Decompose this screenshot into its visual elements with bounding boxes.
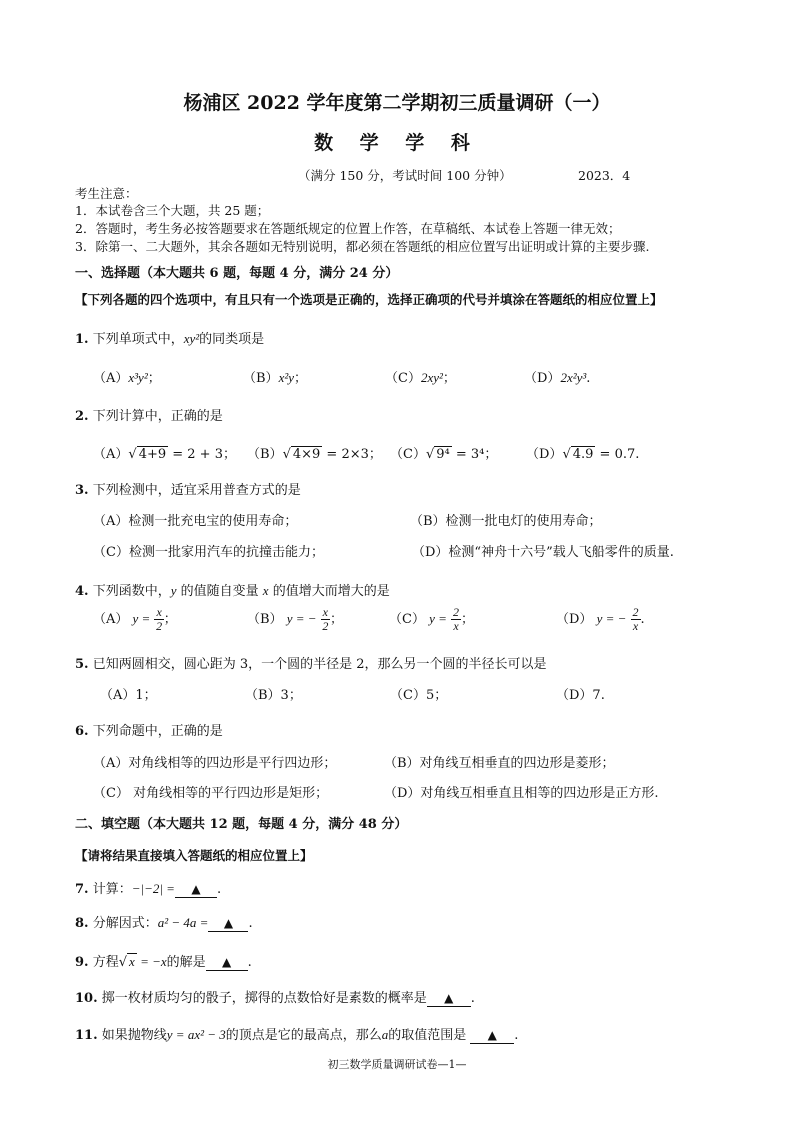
- notice-item: 3．除第一、二大题外，其余各题如无特别说明，都必须在答题纸的相应位置写出证明或计算的主要步骤.: [75, 239, 650, 254]
- option-d: （D）7.: [556, 688, 605, 703]
- question-number: 4.: [75, 584, 89, 599]
- option-a: （A）对角线相等的四边形是平行四边形；: [93, 756, 337, 771]
- notice-heading: 考生注意：: [75, 186, 138, 201]
- question-number: 3.: [75, 483, 89, 498]
- triangle-icon: ▲: [444, 991, 454, 1005]
- option-a: （A）x³y²；: [93, 370, 161, 386]
- option-d: （D）2x²y³.: [524, 370, 591, 386]
- question-4-stem: 4. 下列函数中，y 的值随自变量 x 的值增大而增大的是: [75, 583, 390, 599]
- question-number: 6.: [75, 724, 89, 739]
- triangle-icon: ▲: [487, 1028, 497, 1042]
- question-number: 1.: [75, 332, 89, 347]
- radical-sign-icon: √: [425, 447, 435, 462]
- answer-blank: [427, 991, 471, 1007]
- section-instruction: 【请将结果直接填入答题纸的相应位置上】: [75, 848, 313, 863]
- option-c: （C）检测一批家用汽车的抗撞击能力；: [93, 545, 324, 560]
- option-b: （B）3；: [245, 688, 302, 703]
- option-a: （A） y = $\frac{x}{2}$ ；: [93, 605, 177, 633]
- exam-info: （满分 150 分，考试时间 100 分钟）: [298, 168, 512, 183]
- option-b: （B）x²y；: [243, 370, 308, 386]
- notice-item: 1．本试卷含三个大题，共 25 题；: [75, 203, 270, 218]
- option-b: （B） y = − $\frac{x}{2}$ ；: [247, 605, 344, 633]
- question-number: 11.: [75, 1028, 98, 1043]
- triangle-icon: ▲: [223, 916, 234, 930]
- question-10: 10. 掷一枚材质均匀的骰子，掷得的点数恰好是素数的概率是 ▲ .: [75, 991, 475, 1006]
- option-c: （C）2xy²；: [385, 370, 456, 386]
- option-c: （C） 对角线相等的平行四边形是矩形；: [93, 786, 329, 801]
- question-number: 2.: [75, 409, 89, 424]
- exam-date: 2023．4: [578, 168, 631, 183]
- question-number: 9.: [75, 955, 89, 970]
- question-number: 8.: [75, 916, 89, 931]
- radical-sign-icon: √: [562, 447, 571, 462]
- answer-blank: [208, 916, 248, 932]
- answer-blank: [175, 882, 217, 898]
- option-d: （D）对角线互相垂直且相等的四边形是正方形.: [384, 786, 659, 801]
- radical-sign-icon: √: [118, 955, 128, 970]
- section-instruction: 【下列各题的四个选项中，有且只有一个选项是正确的，选择正确项的代号并填涂在答题纸的相应位置上】: [75, 292, 663, 307]
- option-b: （B）√ 4×9 = 2×3；: [247, 447, 382, 462]
- question-number: 5.: [75, 657, 89, 672]
- option-a: （A）√ 4+9 = 2 + 3；: [93, 447, 236, 462]
- notice-item: 2．答题时，考生务必按答题要求在答题纸规定的位置上作答，在草稿纸、本试卷上答题一律无效；: [75, 221, 621, 236]
- triangle-icon: ▲: [222, 955, 232, 969]
- fraction: $\frac{x}{2}$: [156, 605, 163, 633]
- fraction: $\frac{2}{x}$: [632, 605, 639, 633]
- option-b: （B）对角线互相垂直的四边形是菱形；: [384, 756, 615, 771]
- question-7: 7. 计算：−|−2| = ▲ .: [75, 881, 222, 897]
- option-d: （D）√ 4.9 = 0.7.: [526, 447, 640, 462]
- question-9: 9. 方程√ x = −x的解是 ▲ .: [75, 954, 252, 970]
- section-heading: 二、填空题（本大题共 12 题，每题 4 分，满分 48 分）: [75, 817, 408, 832]
- option-a: （A）1；: [100, 688, 157, 703]
- option-d: （D）检测“神舟十六号”载人飞船零件的质量.: [412, 545, 674, 560]
- page-title: 杨浦区 2022 学年度第二学期初三质量调研（一）: [183, 92, 611, 114]
- subject-title: 数 学 学 科: [314, 132, 480, 154]
- radical-sign-icon: √: [282, 447, 291, 462]
- question-3-stem: 3. 下列检测中，适宜采用普查方式的是: [75, 483, 301, 498]
- question-1-stem: 1. 下列单项式中，xy²的同类项是: [75, 331, 265, 347]
- question-2-stem: 2. 下列计算中，正确的是: [75, 409, 223, 424]
- option-c: （C）5；: [390, 688, 448, 703]
- question-6-stem: 6. 下列命题中，正确的是: [75, 724, 223, 739]
- answer-blank: [206, 955, 248, 971]
- triangle-icon: ▲: [191, 882, 201, 896]
- question-5-stem: 5. 已知两圆相交，圆心距为 3，一个圆的半径是 2，那么另一个圆的半径长可以是: [75, 657, 547, 672]
- option-d: （D） y = − $\frac{2}{x}$ .: [556, 605, 645, 633]
- fraction: $\frac{x}{2}$: [322, 605, 329, 633]
- section-heading: 一、选择题（本大题共 6 题，每题 4 分，满分 24 分）: [75, 266, 399, 281]
- page-footer: 初三数学质量调研试卷—1—: [327, 1058, 467, 1071]
- fraction: $\frac{2}{x}$: [453, 605, 460, 633]
- option-c: （C）√ 9⁴ = 3⁴；: [390, 447, 498, 462]
- option-a: （A）检测一批充电宝的使用寿命；: [93, 514, 298, 529]
- question-number: 7.: [75, 882, 89, 897]
- question-8: 8. 分解因式：a² − 4a = ▲ .: [75, 915, 253, 931]
- question-number: 10.: [75, 991, 98, 1006]
- option-c: （C） y = $\frac{2}{x}$ ；: [389, 605, 475, 633]
- radical-sign-icon: √: [128, 447, 137, 462]
- option-b: （B）检测一批电灯的使用寿命；: [410, 514, 602, 529]
- math-expr: xy²: [183, 331, 200, 346]
- question-11: 11. 如果抛物线y = ax² − 3的顶点是它的最高点，那么a的取值范围是 ▲ .: [75, 1027, 519, 1043]
- answer-blank: [470, 1028, 514, 1044]
